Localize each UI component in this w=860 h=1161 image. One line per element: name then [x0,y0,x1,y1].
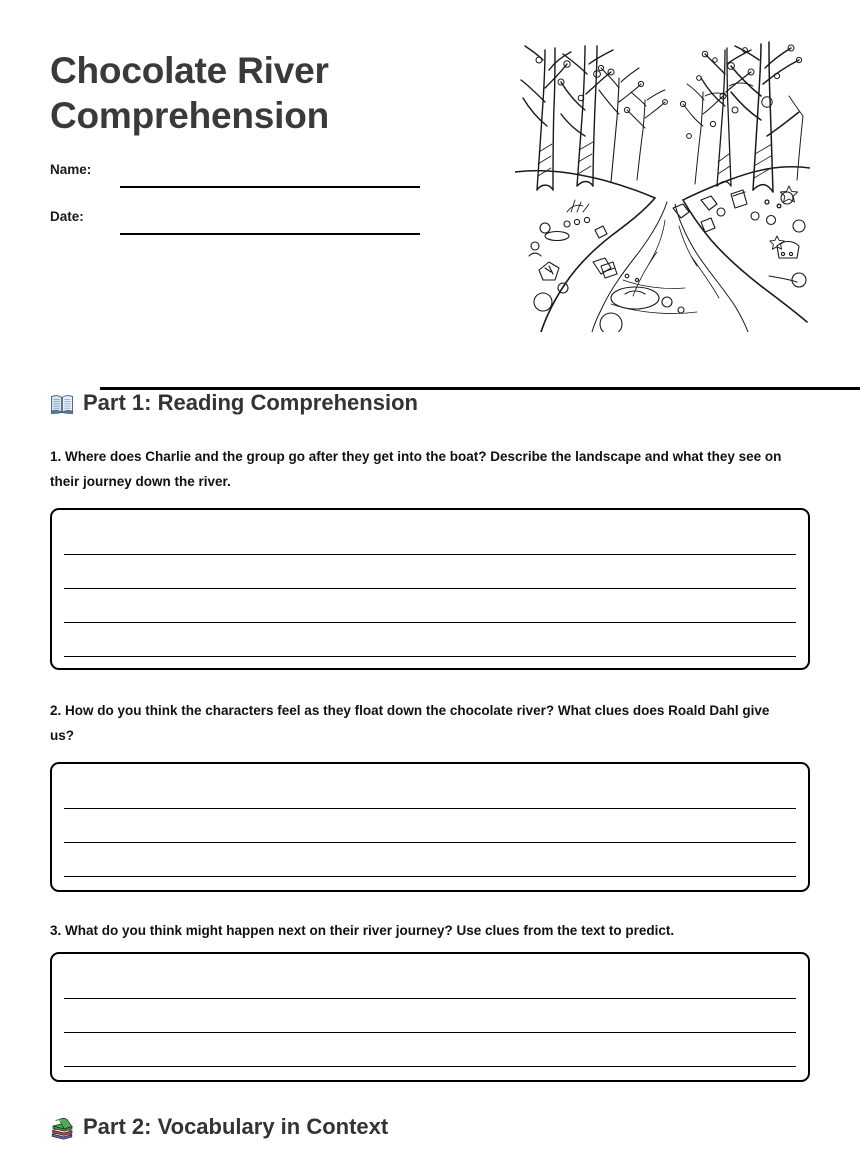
answer-box-3-rules [64,954,796,1080]
student-info-fields [50,162,470,256]
question-1-text: 1. Where does Charlie and the group go after they get into the boat? Describe the landscape and what they see on their journey down the river. [50,449,782,490]
name-input-line[interactable] [120,186,420,188]
open-book-icon [50,392,74,416]
chocolate-river-illustration [515,40,810,332]
answer-box-question-2[interactable] [50,762,810,892]
answer-line [64,656,796,657]
books-icon [50,1116,74,1140]
answer-box-question-1[interactable] [50,508,810,670]
answer-line [64,998,796,999]
answer-line [64,808,796,809]
page-title: Chocolate River Comprehension [50,50,330,137]
date-field-label: Date: [50,209,84,224]
section-heading-label: Part 1: Reading Comprehension [83,390,418,415]
worksheet-header [50,40,810,340]
answer-line [64,622,796,623]
answer-line [64,1032,796,1033]
date-input-line[interactable] [120,233,420,235]
section-heading-label: Part 2: Vocabulary in Context [83,1114,389,1139]
answer-line [64,554,796,555]
question-2-text: 2. How do you think the characters feel as they float down the chocolate river? What clues does Roald Dahl give us? [50,703,770,744]
section-heading-part-2 [50,1114,388,1140]
answer-line [64,588,796,589]
answer-line [64,876,796,877]
answer-box-2-rules [64,764,796,890]
section-heading-part-1 [50,390,418,416]
name-field-row [50,162,470,209]
answer-box-1-rules [64,510,796,668]
answer-line [64,842,796,843]
answer-line [64,1066,796,1067]
date-field-row [50,209,470,256]
answer-box-question-3[interactable] [50,952,810,1082]
question-3-text: 3. What do you think might happen next on their river journey? Use clues from the text to predict. [50,923,675,938]
name-field-label: Name: [50,162,92,177]
